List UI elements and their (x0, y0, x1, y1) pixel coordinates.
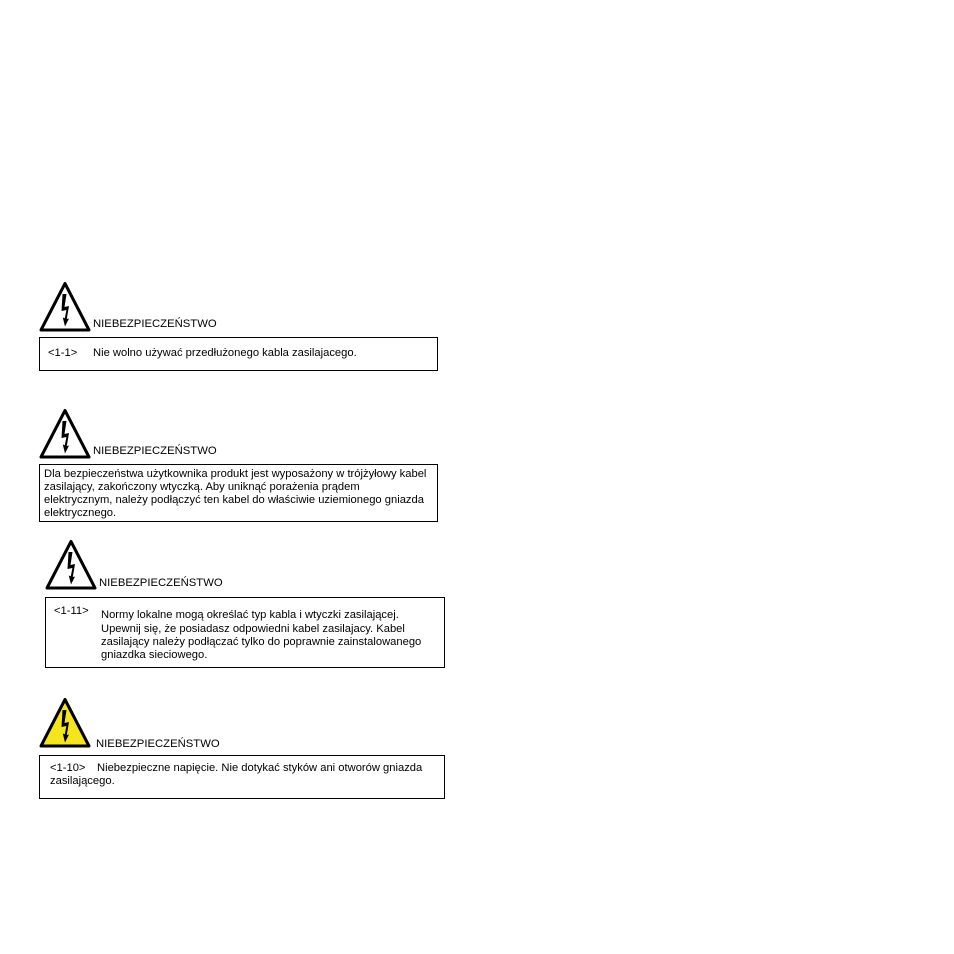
warning-text-line: Niebezpieczne napięcie. Nie dotykać styków ani otworów gniazda (97, 762, 423, 774)
warning-code: <1-11> (54, 605, 89, 617)
warning-code: <1-1> (48, 347, 78, 359)
high-voltage-warning-icon (39, 408, 91, 460)
high-voltage-warning-icon (39, 281, 91, 333)
danger-label: NIEBEZPIECZEŃSTWO (93, 445, 217, 457)
danger-label: NIEBEZPIECZEŃSTWO (96, 738, 220, 750)
warning-text-line: Nie wolno używać przedłużonego kabla zasilajacego. (93, 347, 357, 359)
warning-text-line: Normy lokalne mogą określać typ kabla i wtyczki zasilającej. (101, 609, 399, 621)
high-voltage-warning-icon (45, 539, 97, 591)
danger-label: NIEBEZPIECZEŃSTWO (99, 577, 223, 589)
high-voltage-warning-icon (39, 697, 91, 749)
warning-text-line: Dla bezpieczeństwa użytkownika produkt jest wyposażony w trójżyłowy kabel (44, 468, 427, 480)
warning-text-line: Upewnij się, że posiadasz odpowiedni kabel zasilajacy. Kabel (101, 623, 405, 635)
warning-code: <1-10> (50, 762, 86, 774)
warning-text-line: zasilający, zakończony wtyczką. Aby uniknąć porażenia prądem (44, 481, 360, 493)
warning-text-line: gniazdka sieciowego. (101, 649, 208, 661)
warning-text-line: zasilającego. (50, 775, 115, 787)
warning-text-line: elektrycznego. (44, 507, 117, 519)
warning-text-line: zasilający należy podłączać tylko do poprawnie zainstalowanego (101, 636, 422, 648)
warning-text-line: elektrycznym, należy podłączyć ten kabel do właściwie uziemionego gniazda (44, 494, 424, 506)
danger-label: NIEBEZPIECZEŃSTWO (93, 318, 217, 330)
